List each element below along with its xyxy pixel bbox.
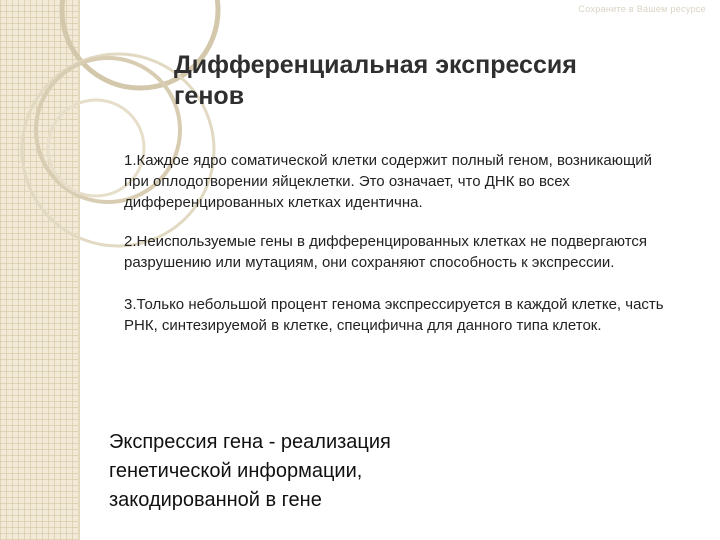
slide-title-line-2: генов: [174, 82, 245, 110]
slide-title-line-1: Дифференциальная экспрессия: [174, 51, 577, 79]
point-1: 1.Каждое ядро соматической клетки содержит полный геном, возникающий при оплодотворении яйцеклетки. Это означает, что ДНК во всех дифференцированных клетках идентична.: [124, 152, 653, 211]
side-divider: [78, 0, 80, 540]
definition-text: Экспрессия гена - реализация генетической информации, закодированной в гене: [109, 431, 391, 511]
side-pattern-background: [0, 0, 78, 540]
points-list: [124, 150, 664, 354]
watermark: Сохраните в Вашем ресурсе: [578, 4, 706, 14]
point-3: 3.Только небольшой процент генома экспрессируется в каждой клетке, часть РНК, синтезируемой в клетке, специфична для данного типа клеток.: [124, 296, 664, 334]
slide-title: [174, 50, 674, 112]
point-2: 2.Неиспользуемые гены в дифференцированных клетках не подвергаются разрушению или мутациям, они сохраняют способность к экспрессии.: [124, 233, 648, 271]
